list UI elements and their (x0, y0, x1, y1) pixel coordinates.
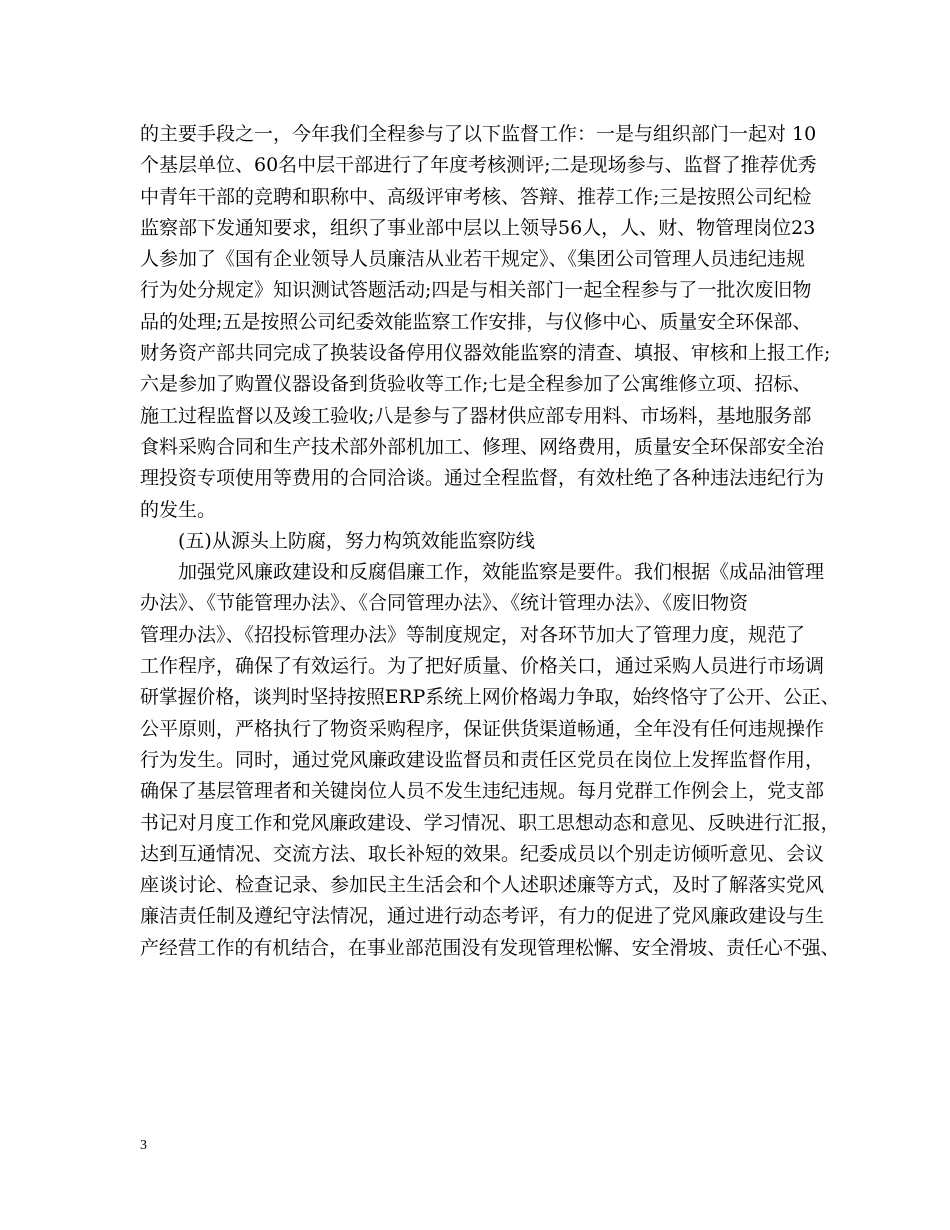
page-number: 3 (140, 1138, 147, 1153)
text-line: 理投资专项使用等费用的合同洽谈。通过全程监督，有效杜绝了各种违法违纪行为 (140, 467, 825, 490)
body-text (140, 119, 840, 964)
text-line: 人参加了《国有企业领导人员廉洁从业若干规定》、《集团公司管理人员违纪违规 (140, 248, 806, 271)
text-line: 确保了基层管理者和关键岗位人员不发生违纪违规。每月党群工作例会上，党支部 (140, 780, 825, 803)
text-line: 管理办法》、《招投标管理办法》等制度规定，对各环节加大了管理力度，规范了 (140, 623, 806, 646)
text-line: 产经营工作的有机结合，在事业部范围没有发现管理松懈、安全滑坡、责任心不强、 (140, 936, 840, 959)
text-line: 财务资产部共同完成了换装设备停用仪器效能监察的清查、填报、审核和上报工作; (140, 342, 831, 365)
text-line: 研掌握价格，谈判时坚持按照ERP系统上网价格竭力争取，始终恪守了公开、公正、 (140, 687, 840, 709)
text-line: 工作程序，确保了有效运行。为了把好质量、价格关口，通过采购人员进行市场调 (140, 655, 825, 678)
text-line: 加强党风廉政建设和反腐倡廉工作，效能监察是要件。我们根据《成品油管理 (178, 561, 825, 584)
text-line: 行为发生。同时，通过党风廉政建设监督员和责任区党员在岗位上发挥监督作用， (140, 748, 825, 771)
text-line: 品的处理;五是按照公司纪委效能监察工作安排，与仪修中心、质量安全环保部、 (140, 310, 812, 333)
text-line: 座谈讨论、检查记录、参加民主生活会和个人述职述廉等方式，及时了解落实党风 (140, 874, 825, 897)
text-line: 书记对月度工作和党风廉政建设、学习情况、职工思想动态和意见、反映进行汇报， (140, 811, 840, 834)
text-line: (五)从源头上防腐，努力构筑效能监察防线 (178, 529, 535, 552)
text-line: 中青年干部的竞聘和职称中、高级评审考核、答辩、推荐工作;三是按照公司纪检 (140, 185, 812, 208)
text-line: 施工过程监督以及竣工验收;八是参与了器材供应部专用料、市场料，基地服务部 (140, 404, 812, 427)
text-line: 监察部下发通知要求，组织了事业部中层以上领导56人，人、财、物管理岗位23 (140, 216, 816, 239)
text-line: 行为处分规定》知识测试答题活动;四是与相关部门一起全程参与了一批次废旧物 (140, 279, 812, 302)
text-line: 达到互通情况、交流方法、取长补短的效果。纪委成员以个别走访倾听意见、会议 (140, 842, 825, 865)
text-line: 办法》、《节能管理办法》、《合同管理办法》、《统计管理办法》、《废旧物资 (140, 592, 749, 615)
text-line: 的发生。 (140, 498, 217, 521)
text-line: 的主要手段之一，今年我们全程参与了以下监督工作：一是与组织部门一起对 10 (140, 123, 817, 145)
text-line: 食料采购合同和生产技术部外部机加工、修理、网络费用，质量安全环保部安全治 (140, 435, 825, 458)
text-line: 个基层单位、60名中层干部进行了年度考核测评;二是现场参与、监督了推荐优秀 (140, 154, 817, 177)
text-line: 六是参加了购置仪器设备到货验收等工作;七是全程参加了公寓维修立项、招标、 (140, 373, 812, 396)
text-line: 公平原则，严格执行了物资采购程序，保证供货渠道畅通，全年没有任何违规操作 (140, 717, 825, 740)
text-line: 廉洁责任制及遵纪守法情况，通过进行动态考评，有力的促进了党风廉政建设与生 (140, 905, 825, 928)
